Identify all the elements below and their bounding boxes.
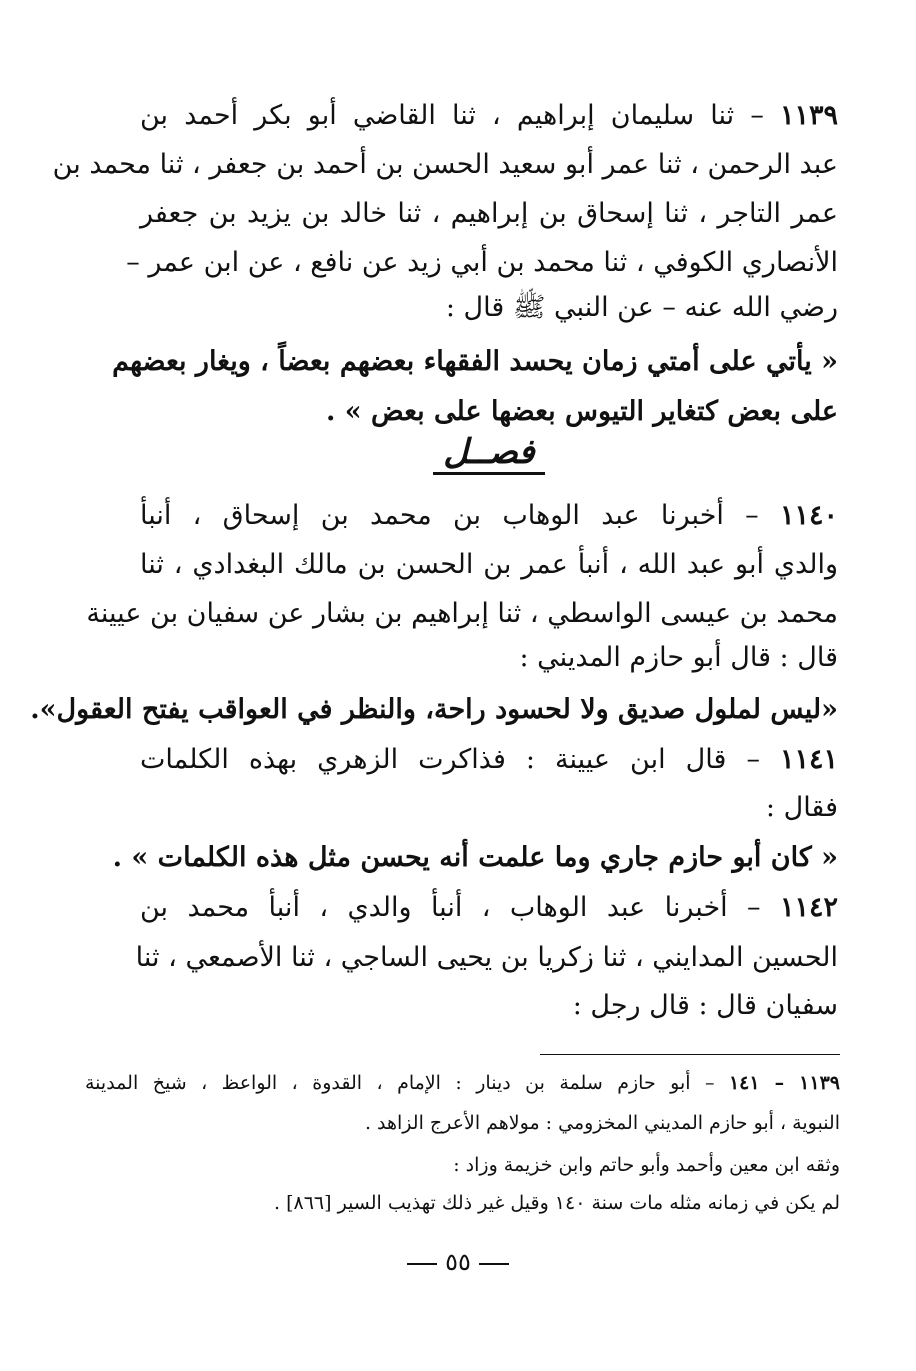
paragraph-number-1139: ١١٣٩ [779,100,838,131]
footnote-line-2: النبوية ، أبو حازم المديني المخزومي : مولاهم الأعرج الزاهد . [364,1112,840,1134]
paragraph-1139-line-1: ١١٣٩ – ثنا سليمان إبراهيم ، ثنا القاضي أبو بكر أحمد بن [140,100,838,131]
footnote-line-1: ١١٣٩ – ١٤١ – أبو حازم سلمة بن دينار : الإمام ، القدوة ، الواعظ ، شيخ المدينة [85,1072,840,1094]
paragraph-1142-line-1: ١١٤٢ – أخبرنا عبد الوهاب ، أنبأ والدي ، أنبأ محمد بن [140,892,838,923]
paragraph-number-1140: ١١٤٠ [779,500,838,531]
paragraph-1139-line-4: الأنصاري الكوفي ، ثنا محمد بن أبي زيد عن نافع ، عن ابن عمر – [126,247,838,278]
paragraph-1142-line-3: سفيان قال : قال رجل : [572,990,838,1021]
paragraph-1139-line-2: عبد الرحمن ، ثنا عمر أبو سعيد الحسن بن أحمد بن جعفر ، ثنا محمد بن [52,149,838,180]
paragraph-1139-line-3: عمر التاجر ، ثنا إسحاق بن إبراهيم ، ثنا خالد بن يزيد بن جعفر [140,198,838,229]
page-number-dash-left [479,1263,509,1265]
quote-1140: «ليس لملول صديق ولا لحسود راحة، والنظر في العواقب يفتح العقول». [30,694,838,725]
paragraph-1140-line-1: ١١٤٠ – أخبرنا عبد الوهاب بن محمد بن إسحاق ، أنبأ [140,500,838,531]
paragraph-1141-line-2: فقال : [765,792,838,823]
paragraph-1140-line-2: والدي أبو عبد الله ، أنبأ عمر بن الحسن بن مالك البغدادي ، ثنا [140,549,838,580]
paragraph-1140-line-4: قال : قال أبو حازم المديني : [519,642,838,673]
footnote-ref: ١١٣٩ – ١٤١ [728,1072,840,1094]
quote-1141: « كان أبو حازم جاري وما علمت أنه يحسن مثل هذه الكلمات » . [112,842,838,873]
paragraph-number-1141: ١١٤١ [779,744,838,775]
section-heading: فصــل [140,432,838,472]
paragraph-number-1142: ١١٤٢ [779,892,838,923]
paragraph-1142-line-2: الحسين المدايني ، ثنا زكريا بن يحيى الساجي ، ثنا الأصمعي ، ثنا [135,942,838,973]
footnote-line-3: وثقه ابن معين وأحمد وأبو حاتم وابن خزيمة وزاد : [453,1154,840,1176]
footnote-divider [540,1054,840,1055]
paragraph-1141-line-1: ١١٤١ – قال ابن عيينة : فذاكرت الزهري بهذه الكلمات [140,744,838,775]
page-number-dash-right [407,1263,437,1265]
paragraph-1140-line-3: محمد بن عيسى الواسطي ، ثنا إبراهيم بن بشار عن سفيان بن عيينة [86,598,838,629]
hadith-quote-line-2: على بعض كتغاير التيوس بعضها على بعض » . [325,396,838,427]
hadith-quote-line-1: « يأتي على أمتي زمان يحسد الفقهاء بعضهم بعضاً ، ويغار بعضهم [112,346,838,377]
page-number: ٥٥ [0,1248,916,1276]
footnote-line-4: لم يكن في زمانه مثله مات سنة ١٤٠ وقيل غير ذلك تهذيب السير [٨٦٦] . [274,1192,840,1214]
paragraph-1139-line-5: رضي الله عنه – عن النبي ﷺ قال : [445,292,838,323]
